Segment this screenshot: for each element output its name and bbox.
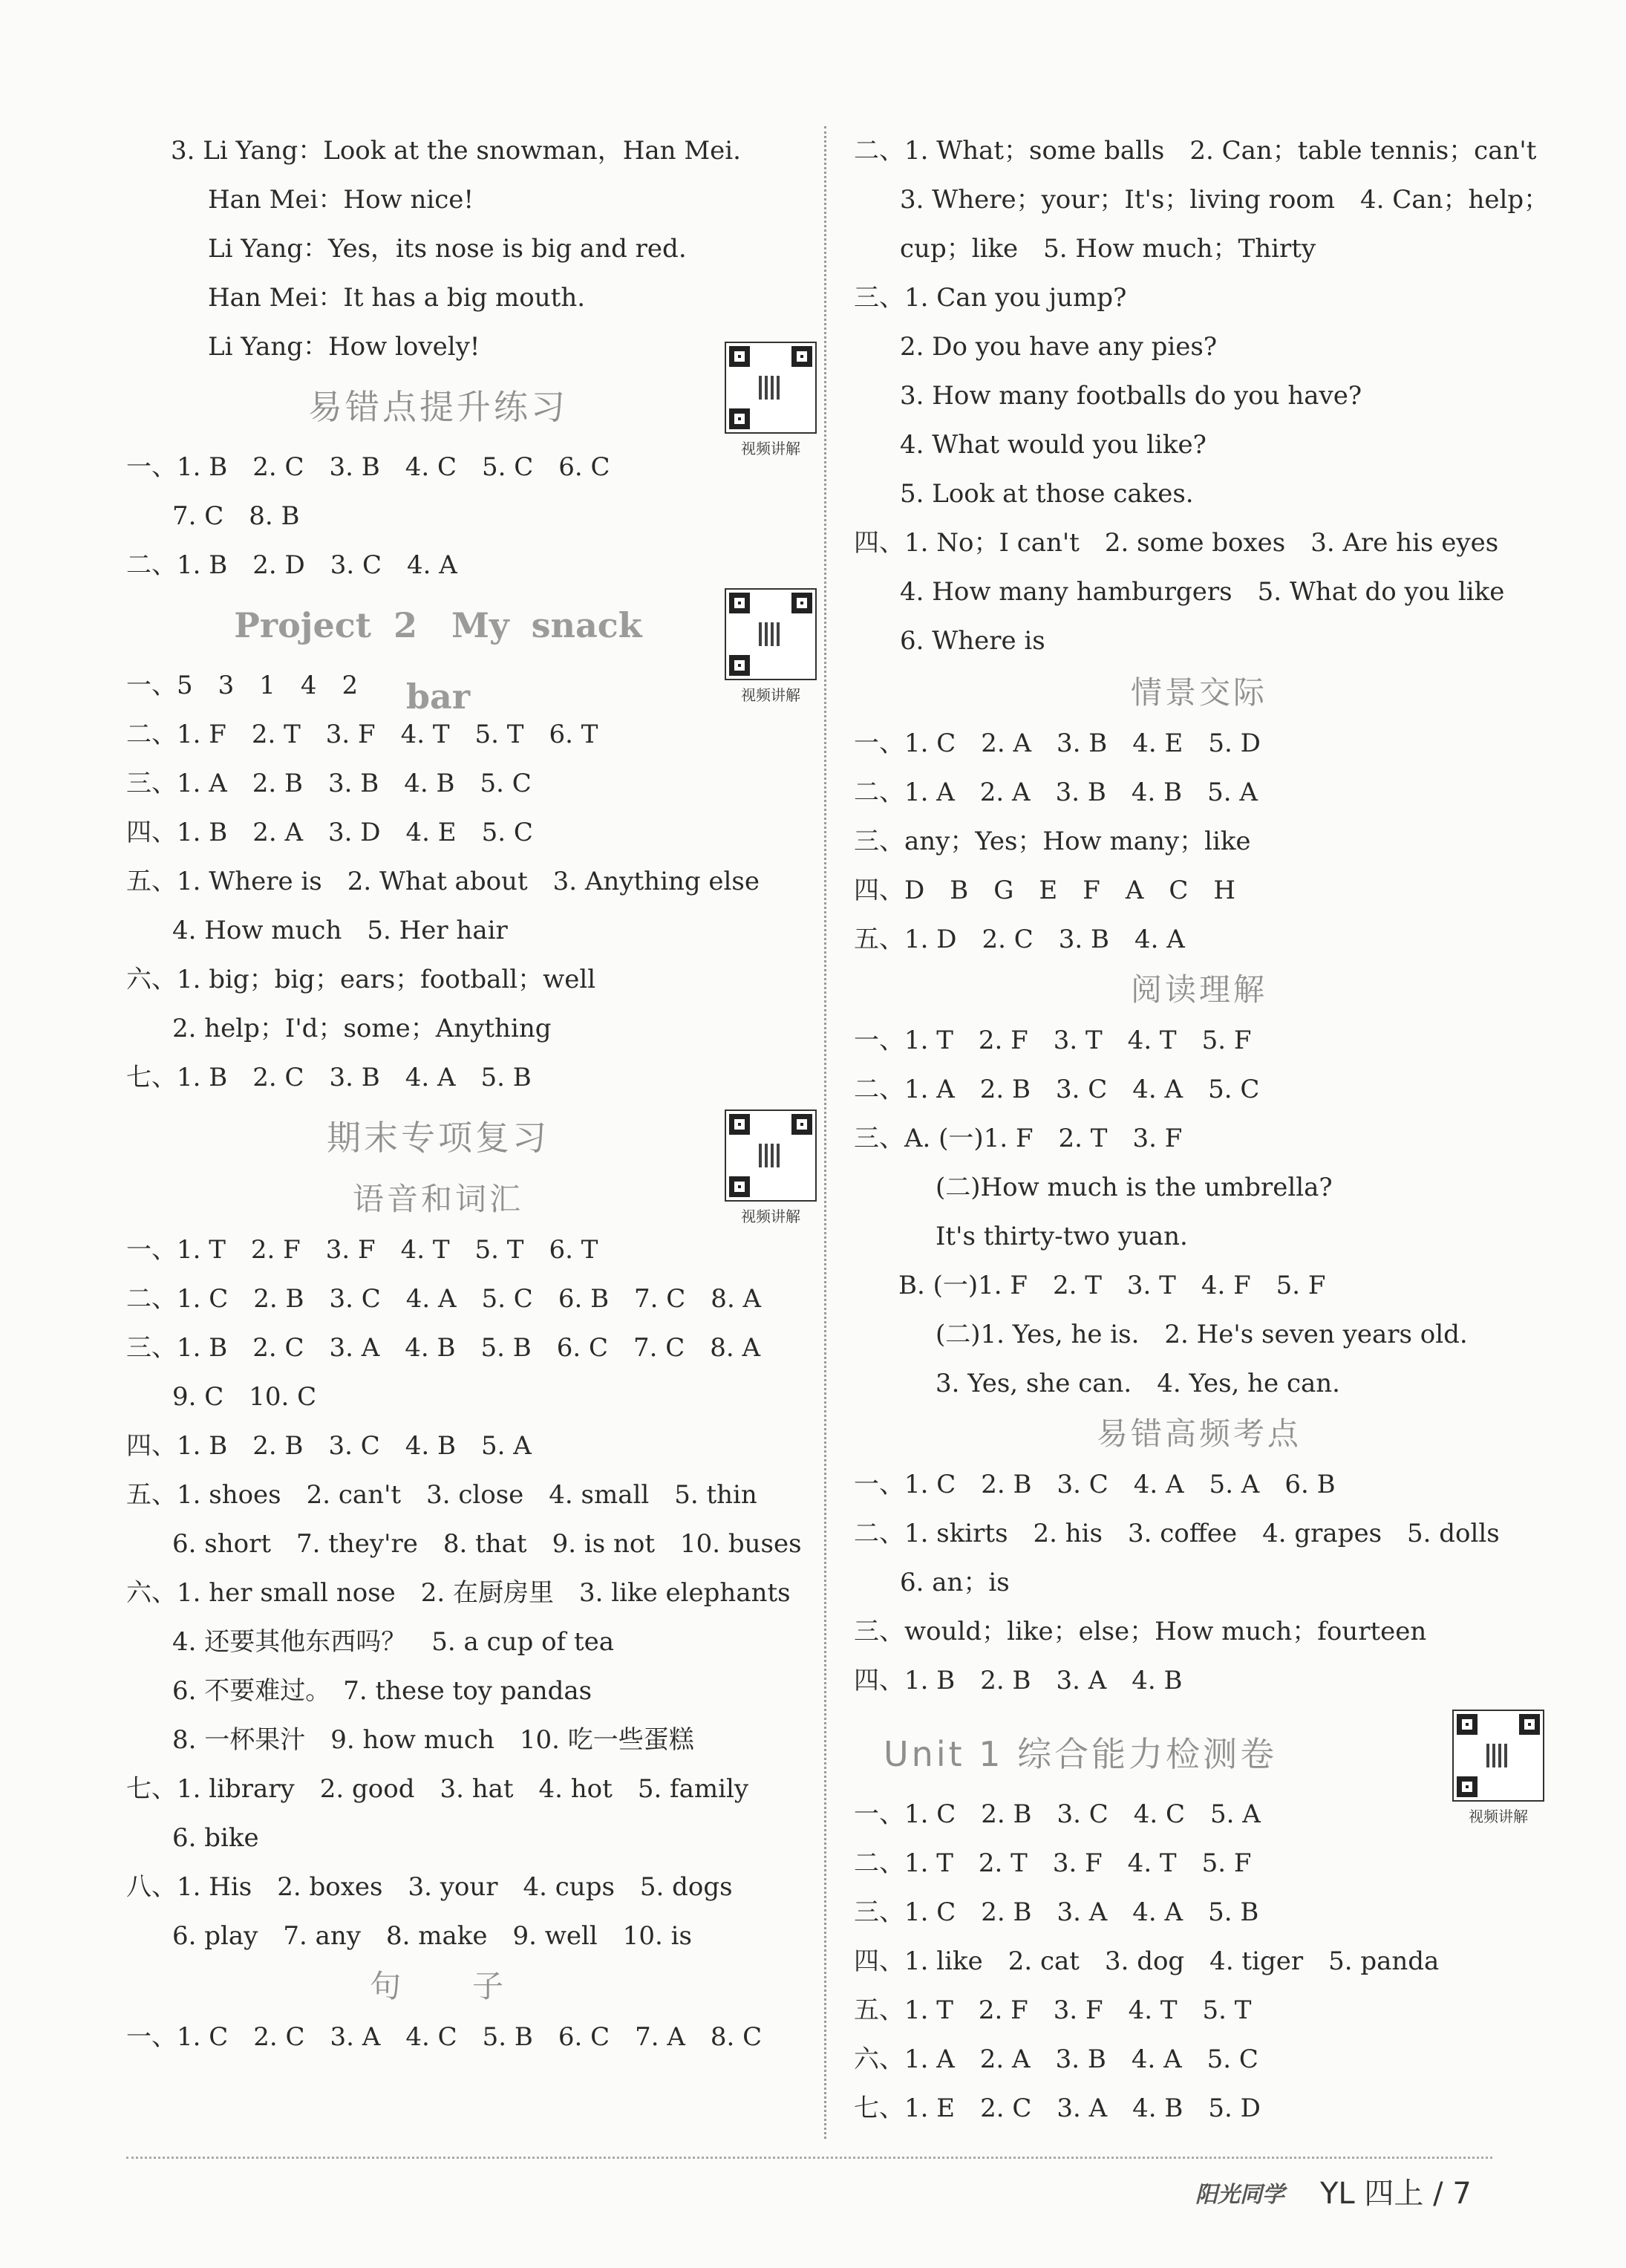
answer-row: 二、1. What；some balls 2. Can；table tennis；can't bbox=[854, 136, 1537, 166]
answer-row: 6. 不要难过。 7. these toy pandas bbox=[172, 1676, 592, 1706]
answer-row: 二、1. F 2. T 3. F 4. T 5. T 6. T bbox=[126, 720, 598, 749]
answer-row: 6. Where is bbox=[900, 626, 1045, 656]
dialogue-line: Li Yang：Yes，its nose is big and red. bbox=[208, 234, 687, 264]
answer-row: 五、1. T 2. F 3. F 4. T 5. T bbox=[854, 1995, 1252, 2025]
dialogue-line: Han Mei：It has a big mouth. bbox=[208, 283, 586, 313]
answer-row: 三、1. A 2. B 3. B 4. B 5. C bbox=[126, 769, 532, 798]
qr-label: 视频讲解 bbox=[741, 1208, 800, 1225]
answer-row: 一、1. B 2. C 3. B 4. C 5. C 6. C bbox=[126, 452, 610, 482]
answer-row: 9. C 10. C bbox=[172, 1382, 317, 1412]
qr-code[interactable] bbox=[725, 1109, 817, 1226]
answer-row: (二)How much is the umbrella? bbox=[936, 1173, 1333, 1202]
qr-code-icon bbox=[1452, 1710, 1544, 1802]
qr-label: 视频讲解 bbox=[1469, 1808, 1528, 1825]
answer-row: 一、1. C 2. B 3. C 4. C 5. A bbox=[854, 1799, 1261, 1829]
answer-row: 4. What would you like? bbox=[900, 430, 1207, 460]
answer-row: 六、1. big；big；ears；football；well bbox=[126, 965, 596, 994]
section-error-practice bbox=[126, 371, 817, 457]
answer-row: 三、1. Can you jump? bbox=[854, 283, 1127, 313]
answer-row: 一、5 3 1 4 2 bbox=[126, 671, 359, 700]
answer-row: 6. play 7. any 8. make 9. well 10. is bbox=[172, 1921, 692, 1951]
qr-code-icon bbox=[725, 342, 817, 434]
answer-row: 三、would；like；else；How much；fourteen bbox=[854, 1617, 1427, 1646]
qr-label: 视频讲解 bbox=[741, 686, 800, 704]
section-title: 阅读理解 bbox=[1130, 971, 1267, 1008]
answer-row: 4. How many hamburgers 5. What do you like bbox=[900, 577, 1505, 607]
answer-row: 四、1. B 2. B 3. A 4. B bbox=[854, 1666, 1183, 1695]
answer-row: 三、A. (一)1. F 2. T 3. F bbox=[854, 1124, 1183, 1153]
right-column bbox=[854, 126, 1550, 2133]
answer-row: 7. C 8. B bbox=[172, 501, 300, 531]
section-title: Unit 1 综合能力检测卷 bbox=[884, 1734, 1278, 1774]
qr-code-icon bbox=[725, 1109, 817, 1202]
answer-row: 五、1. D 2. C 3. B 4. A bbox=[854, 925, 1185, 954]
section-title: 期末专项复习 bbox=[327, 1118, 549, 1158]
answer-row: 三、any；Yes；How many；like bbox=[854, 827, 1251, 856]
section-title: 情景交际 bbox=[1130, 674, 1267, 711]
page-info: YL 四上 / 7 bbox=[1320, 2177, 1472, 2211]
dialogue-line: Li Yang：How lovely! bbox=[208, 332, 480, 362]
answer-row: (二)1. Yes, he is. 2. He's seven years old. bbox=[936, 1320, 1468, 1349]
column-divider bbox=[824, 126, 826, 2139]
answer-row: 七、1. library 2. good 3. hat 4. hot 5. family bbox=[126, 1774, 749, 1804]
subsection-title: 句 子 bbox=[369, 1968, 506, 2004]
answer-row: 四、D B G E F A C H bbox=[854, 876, 1236, 905]
answer-row: 四、1. like 2. cat 3. dog 4. tiger 5. panda bbox=[854, 1946, 1440, 1976]
answer-row: 二、1. A 2. B 3. C 4. A 5. C bbox=[854, 1075, 1260, 1104]
answer-row: 二、1. skirts 2. his 3. coffee 4. grapes 5. dolls bbox=[854, 1519, 1500, 1548]
answer-row: 二、1. B 2. D 3. C 4. A bbox=[126, 550, 457, 580]
answer-row: 三、1. B 2. C 3. A 4. B 5. B 6. C 7. C 8. A bbox=[126, 1333, 761, 1363]
answer-row: 一、1. C 2. C 3. A 4. C 5. B 6. C 7. A 8. C bbox=[126, 2022, 763, 2052]
answer-row: It's thirty-two yuan. bbox=[936, 1222, 1188, 1251]
answer-row: 8. 一杯果汁 9. how much 10. 吃一些蛋糕 bbox=[172, 1725, 694, 1755]
answer-row: 四、1. B 2. B 3. C 4. B 5. A bbox=[126, 1431, 532, 1461]
answer-row: 二、1. T 2. T 3. F 4. T 5. F bbox=[854, 1848, 1252, 1878]
answer-row: 六、1. her small nose 2. 在厨房里 3. like elephants bbox=[126, 1578, 791, 1608]
answer-row: 2. help；I'd；some；Anything bbox=[172, 1014, 552, 1043]
answer-row: 七、1. B 2. C 3. B 4. A 5. B bbox=[126, 1063, 532, 1092]
section-title: 易错点提升练习 bbox=[308, 387, 568, 427]
answer-row: 八、1. His 2. boxes 3. your 4. cups 5. dogs bbox=[126, 1872, 733, 1902]
answer-row: 二、1. A 2. A 3. B 4. B 5. A bbox=[854, 778, 1258, 807]
qr-code[interactable] bbox=[725, 342, 817, 458]
answer-row: 三、1. C 2. B 3. A 4. A 5. B bbox=[854, 1897, 1259, 1927]
answer-row: 4. 还要其他东西吗？ 5. a cup of tea bbox=[172, 1627, 614, 1657]
answer-row: 一、1. C 2. A 3. B 4. E 5. D bbox=[854, 729, 1261, 758]
dialogue-line: Han Mei：How nice! bbox=[208, 185, 474, 215]
answer-row: 3. How many footballs do you have? bbox=[900, 381, 1362, 411]
section-title: 易错高频考点 bbox=[1096, 1415, 1302, 1452]
answer-row: 2. Do you have any pies? bbox=[900, 332, 1218, 362]
answer-row: cup；like 5. How much；Thirty bbox=[900, 234, 1316, 264]
answer-row: 3. Yes, she can. 4. Yes, he can. bbox=[936, 1369, 1340, 1398]
answer-row: 四、1. B 2. A 3. D 4. E 5. C bbox=[126, 818, 533, 847]
dialogue-line: 3. Li Yang：Look at the snowman，Han Mei. bbox=[171, 136, 741, 166]
answer-row: 5. Look at those cakes. bbox=[900, 479, 1194, 509]
answer-row: 一、1. T 2. F 3. F 4. T 5. T 6. T bbox=[126, 1235, 598, 1265]
footer-rule bbox=[126, 2157, 1492, 2159]
answer-row: 一、1. C 2. B 3. C 4. A 5. A 6. B bbox=[854, 1470, 1336, 1499]
subsection-title: 语音和词汇 bbox=[352, 1181, 523, 1217]
answer-row: 四、1. No；I can't 2. some boxes 3. Are his eyes bbox=[854, 528, 1499, 558]
answer-row: 3. Where；your；It's；living room 4. Can；help； bbox=[900, 185, 1550, 215]
answer-row: 6. short 7. they're 8. that 9. is not 10. buses bbox=[172, 1529, 802, 1559]
answer-row: 七、1. E 2. C 3. A 4. B 5. D bbox=[854, 2093, 1261, 2123]
left-column bbox=[126, 126, 817, 2062]
answer-row: 6. bike bbox=[172, 1823, 259, 1853]
answer-row: 六、1. A 2. A 3. B 4. A 5. C bbox=[854, 2044, 1258, 2074]
section-title: Project 2 My snack bar bbox=[234, 605, 642, 717]
answer-row: 五、1. shoes 2. can't 3. close 4. small 5. thin bbox=[126, 1480, 757, 1510]
answer-row: 6. an；is bbox=[900, 1568, 1010, 1597]
qr-label: 视频讲解 bbox=[741, 440, 800, 457]
answer-row: 二、1. C 2. B 3. C 4. A 5. C 6. B 7. C 8. A bbox=[126, 1284, 762, 1314]
answer-row: B. (一)1. F 2. T 3. T 4. F 5. F bbox=[898, 1271, 1326, 1300]
answer-row: 4. How much 5. Her hair bbox=[172, 916, 508, 945]
brand-logo: 阳光同学 bbox=[1195, 2182, 1284, 2208]
answer-row: 五、1. Where is 2. What about 3. Anything else bbox=[126, 867, 760, 896]
answer-row: 一、1. T 2. F 3. T 4. T 5. F bbox=[854, 1026, 1252, 1055]
